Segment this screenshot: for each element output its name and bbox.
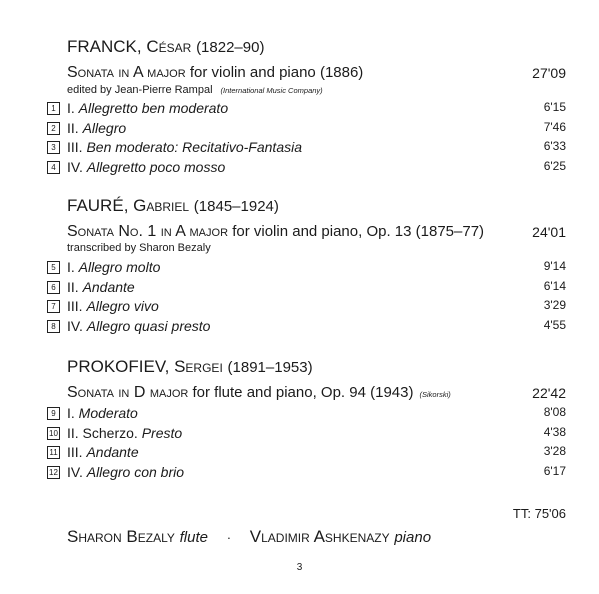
track-number-box: 9 bbox=[47, 407, 60, 420]
total-time: TT: 75'06 bbox=[512, 506, 566, 521]
movement-title bbox=[67, 139, 302, 155]
work-title: Sonata in D major bbox=[67, 384, 189, 401]
composer-first: Gabriel bbox=[133, 196, 190, 215]
movement-name: Allegro molto bbox=[78, 259, 161, 275]
separator-dot: · bbox=[226, 530, 232, 545]
work-desc: for flute and piano, Op. 94 (1943) bbox=[192, 384, 414, 401]
performer-name: Sharon Bezaly bbox=[67, 527, 175, 546]
track-number-box: 2 bbox=[47, 122, 60, 135]
movement-name: Allegro bbox=[82, 120, 127, 136]
track-time: 7'46 bbox=[543, 120, 566, 134]
track-time: 4'55 bbox=[543, 318, 566, 332]
track-row bbox=[0, 464, 599, 484]
movement-prefix: I. bbox=[67, 405, 79, 421]
track-time: 6'14 bbox=[543, 279, 566, 293]
movement-name: Andante bbox=[86, 444, 139, 460]
composer-heading: PROKOFIEV, Sergei (1891–1953) bbox=[67, 357, 313, 376]
movement-title bbox=[67, 318, 210, 334]
composer-dates: (1822–90) bbox=[196, 39, 265, 56]
performer-instrument: flute bbox=[179, 529, 208, 546]
composer-first: Sergei bbox=[174, 357, 223, 376]
movement-prefix: II. Scherzo. bbox=[67, 425, 142, 441]
performers-line bbox=[67, 527, 431, 547]
movement-title bbox=[67, 100, 228, 116]
movement-title bbox=[67, 120, 126, 136]
movement-name: Allegro con brio bbox=[86, 464, 185, 480]
track-row bbox=[0, 405, 599, 425]
track-time: 3'29 bbox=[543, 298, 566, 312]
movement-name: Allegro vivo bbox=[86, 298, 159, 314]
publisher-note: (Sikorski) bbox=[419, 390, 451, 399]
track-number-box: 12 bbox=[47, 466, 60, 479]
track-time: 6'33 bbox=[543, 139, 566, 153]
track-time: 3'28 bbox=[543, 444, 566, 458]
movement-name: Allegretto ben moderato bbox=[78, 100, 229, 116]
composer-last: FAURÉ bbox=[67, 196, 124, 215]
track-time: 6'15 bbox=[543, 100, 566, 114]
track-number-box: 5 bbox=[47, 261, 60, 274]
track-number-box: 8 bbox=[47, 320, 60, 333]
movement-prefix: I. bbox=[67, 259, 79, 275]
track-number-box: 7 bbox=[47, 300, 60, 313]
track-number-box: 10 bbox=[47, 427, 60, 440]
movement-title bbox=[67, 279, 135, 295]
movement-name: Andante bbox=[82, 279, 135, 295]
work-desc: for violin and piano (1886) bbox=[189, 64, 364, 81]
movement-title bbox=[67, 298, 159, 314]
composer-dates: (1891–1953) bbox=[227, 359, 313, 376]
movement-title bbox=[67, 159, 225, 175]
track-row bbox=[0, 159, 599, 179]
movement-name: Presto bbox=[141, 425, 183, 441]
composer-heading: FRANCK, César (1822–90) bbox=[67, 37, 265, 56]
work-desc: for violin and piano, Op. 13 (1875–77) bbox=[232, 223, 485, 240]
movement-name: Moderato bbox=[78, 405, 138, 421]
movement-prefix: IV. bbox=[67, 159, 87, 175]
movement-prefix: IV. bbox=[67, 464, 87, 480]
work-title-line bbox=[67, 64, 363, 82]
track-number-box: 6 bbox=[47, 281, 60, 294]
work-note-text: edited by Jean-Pierre Rampal bbox=[67, 84, 213, 96]
track-number-box: 11 bbox=[47, 446, 60, 459]
work-note bbox=[67, 84, 323, 96]
track-number-box: 3 bbox=[47, 141, 60, 154]
movement-title bbox=[67, 259, 160, 275]
work-note-text: transcribed by Sharon Bezaly bbox=[67, 242, 211, 254]
movement-name: Allegretto poco mosso bbox=[86, 159, 226, 175]
work-title: Sonata in A major bbox=[67, 64, 186, 81]
composer-last: PROKOFIEV bbox=[67, 357, 165, 376]
composer-last: FRANCK bbox=[67, 37, 137, 56]
performer-instrument: piano bbox=[394, 529, 432, 546]
movement-prefix: III. bbox=[67, 139, 87, 155]
track-row bbox=[0, 444, 599, 464]
movement-title bbox=[67, 425, 182, 441]
track-time: 6'25 bbox=[543, 159, 566, 173]
track-row bbox=[0, 279, 599, 299]
movement-prefix: III. bbox=[67, 444, 87, 460]
work-title-line bbox=[67, 384, 451, 402]
track-row bbox=[0, 139, 599, 159]
track-time: 6'17 bbox=[543, 464, 566, 478]
movement-title bbox=[67, 444, 139, 460]
track-number-box: 1 bbox=[47, 102, 60, 115]
publisher-note: (International Music Company) bbox=[220, 86, 323, 95]
work-title-line bbox=[67, 223, 484, 241]
track-row bbox=[0, 259, 599, 279]
composer-heading: FAURÉ, Gabriel (1845–1924) bbox=[67, 196, 279, 215]
movement-title bbox=[67, 464, 184, 480]
movement-prefix: I. bbox=[67, 100, 79, 116]
work-note bbox=[67, 242, 211, 254]
composer-first: César bbox=[146, 37, 192, 56]
movement-name: Ben moderato: Recitativo-Fantasia bbox=[86, 139, 303, 155]
track-row bbox=[0, 120, 599, 140]
page-number: 3 bbox=[296, 562, 303, 573]
track-number-box: 4 bbox=[47, 161, 60, 174]
work-duration: 27'09 bbox=[532, 65, 566, 81]
work-title: Sonata No. 1 in A major bbox=[67, 223, 229, 240]
movement-prefix: II. bbox=[67, 279, 83, 295]
performer-name: Vladimir Ashkenazy bbox=[249, 527, 390, 546]
work-duration: 24'01 bbox=[532, 224, 566, 240]
movement-prefix: II. bbox=[67, 120, 83, 136]
work-duration: 22'42 bbox=[532, 385, 566, 401]
track-row bbox=[0, 425, 599, 445]
track-time: 4'38 bbox=[543, 425, 566, 439]
track-row bbox=[0, 298, 599, 318]
movement-title bbox=[67, 405, 138, 421]
track-row bbox=[0, 318, 599, 338]
movement-prefix: III. bbox=[67, 298, 87, 314]
track-row bbox=[0, 100, 599, 120]
movement-name: Allegro quasi presto bbox=[86, 318, 211, 334]
movement-prefix: IV. bbox=[67, 318, 87, 334]
composer-dates: (1845–1924) bbox=[193, 198, 279, 215]
track-time: 8'08 bbox=[543, 405, 566, 419]
track-time: 9'14 bbox=[543, 259, 566, 273]
